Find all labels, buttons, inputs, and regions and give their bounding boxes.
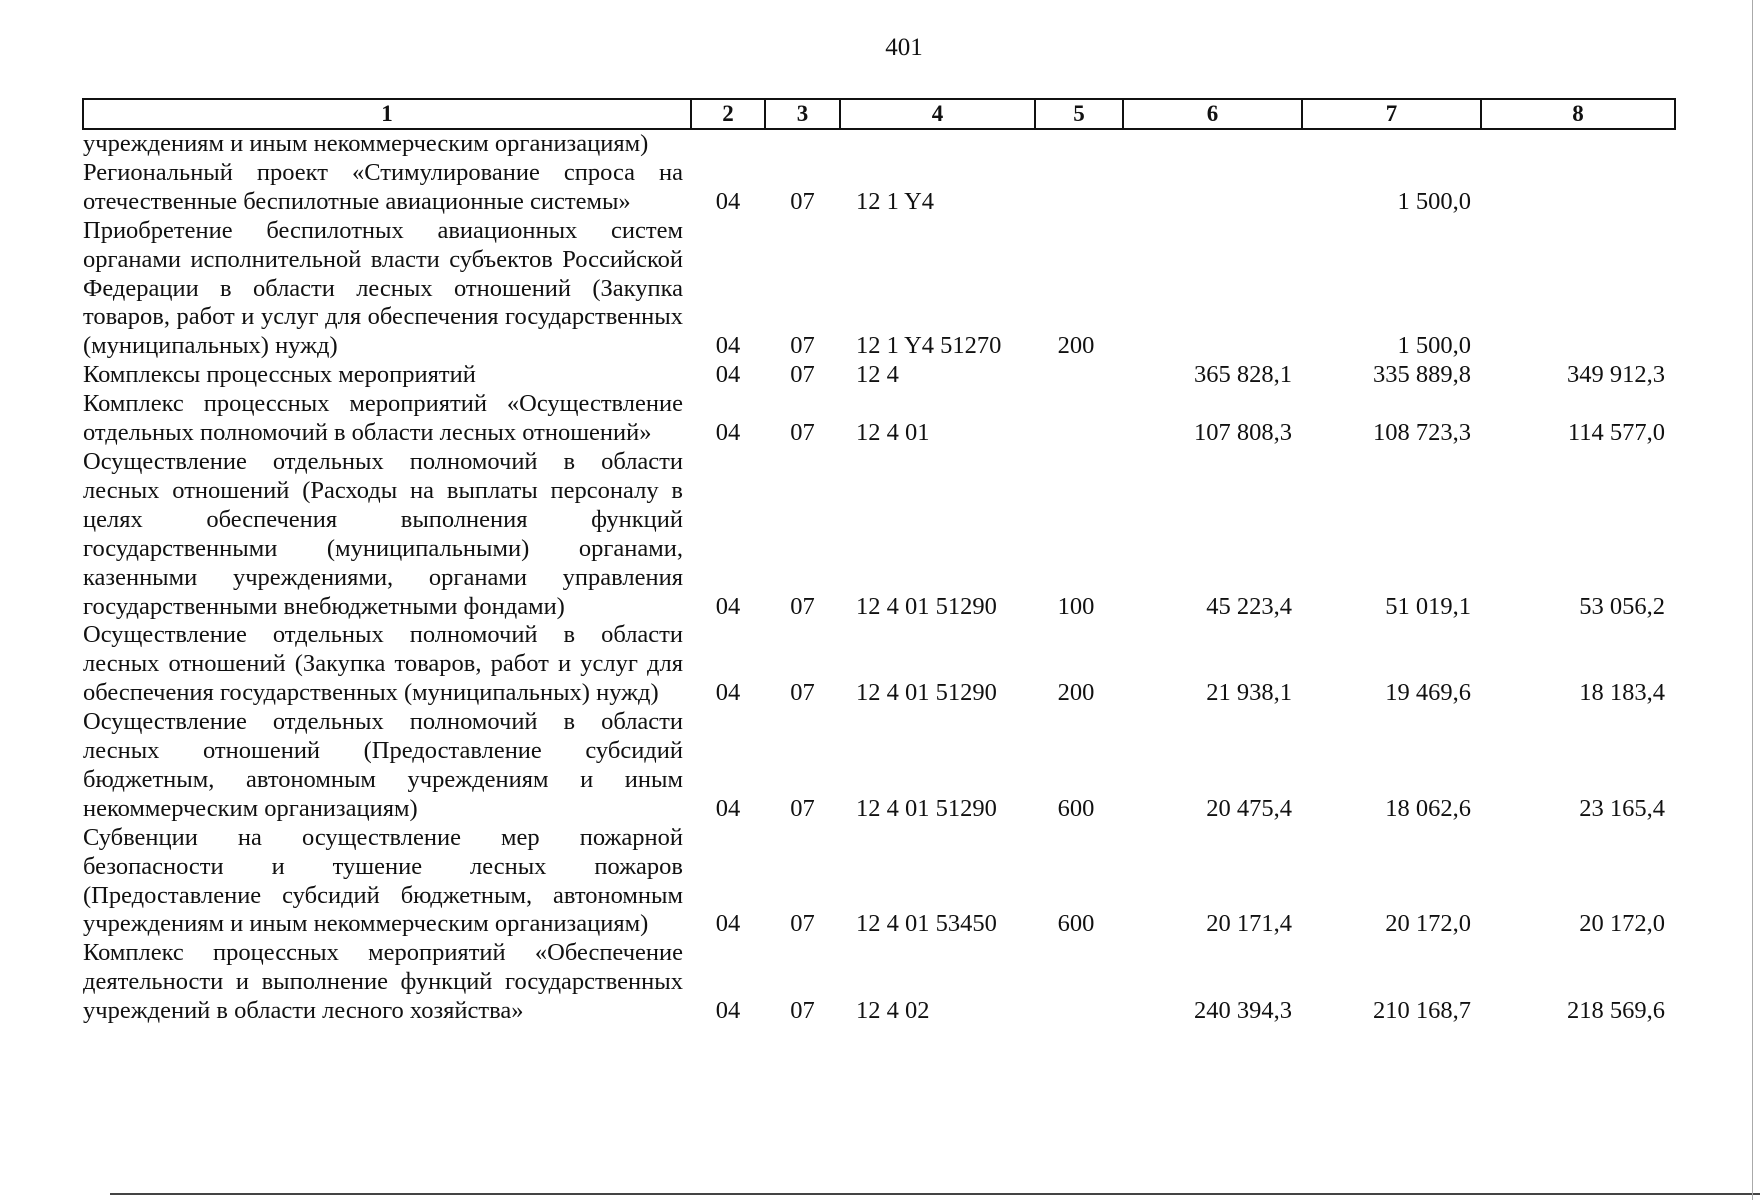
page-right-edge — [1752, 0, 1753, 1200]
table-row — [83, 159, 1675, 217]
row-value-col8 — [1481, 129, 1675, 159]
row-expense-type — [1035, 939, 1123, 1026]
table-body — [83, 129, 1675, 1026]
row-expense-type: 200 — [1057, 679, 1095, 707]
row-value-col8: 114 577,0 — [1567, 419, 1665, 447]
header-col-3: 3 — [765, 99, 840, 129]
row-value-col7: 108 723,3 — [1373, 419, 1471, 447]
row-expense-type: 600 — [1057, 910, 1095, 938]
row-value-col6 — [1123, 129, 1302, 159]
row-description: Приобретение беспилотных авиационных систем органами исполнительной власти субъектов Российской Федерации в области лесных отношений (Закупка товаров, работ и услуг для обеспечения государственных (муниципальных) нужд) — [83, 216, 683, 360]
table-row — [83, 129, 1675, 159]
row-target-code: 12 1 Y4 51270 — [856, 332, 1002, 360]
row-value-col8 — [1481, 159, 1675, 217]
header-col-8: 8 — [1481, 99, 1675, 129]
row-target-code: 12 4 01 51290 — [856, 679, 997, 707]
row-description: Комплекс процессных мероприятий «Осуществление отдельных полномочий в области лесных отношений» — [83, 390, 683, 447]
row-subsection: 07 — [790, 997, 815, 1025]
row-description: Субвенции на осуществление мер пожарной безопасности и тушение лесных пожаров (Предоставление субсидий бюджетным, автономным учреждениям и иным некоммерческим организациям) — [83, 823, 683, 938]
row-section: 04 — [715, 679, 741, 707]
row-description: Комплексы процессных мероприятий — [83, 361, 476, 389]
row-description: Осуществление отдельных полномочий в области лесных отношений (Расходы на выплаты персоналу в целях обеспечения выполнения функций государственными (муниципальными) органами, казенными учреждениями, органами управления государственными внебюджетными фондами) — [83, 447, 683, 620]
row-expense-type: 600 — [1057, 794, 1095, 822]
row-expense-type — [1035, 159, 1123, 217]
row-value-col8: 53 056,2 — [1579, 592, 1665, 620]
table-row — [83, 708, 1675, 824]
row-value-col6: 21 938,1 — [1206, 679, 1292, 707]
row-expense-type — [1035, 390, 1123, 448]
row-target-code: 12 4 01 51290 — [856, 592, 997, 620]
row-section: 04 — [715, 910, 741, 938]
row-target-code — [840, 129, 1035, 159]
row-expense-type — [1035, 361, 1123, 390]
row-subsection: 07 — [790, 419, 815, 447]
table-row — [83, 217, 1675, 362]
row-subsection: 07 — [790, 794, 815, 822]
row-value-col8: 20 172,0 — [1579, 910, 1665, 938]
row-subsection: 07 — [790, 910, 815, 938]
table-header — [83, 99, 1675, 129]
row-description: Осуществление отдельных полномочий в области лесных отношений (Предоставление субсидий бюджетным, автономным учреждениям и иным некоммерческим организациям) — [83, 708, 683, 822]
table-row — [83, 824, 1675, 940]
row-value-col7: 1 500,0 — [1397, 187, 1471, 215]
row-section: 04 — [715, 187, 741, 215]
header-col-7: 7 — [1302, 99, 1481, 129]
row-expense-type: 100 — [1057, 592, 1095, 620]
row-subsection: 07 — [790, 679, 815, 707]
row-value-col6: 45 223,4 — [1206, 592, 1292, 620]
row-description: Региональный проект «Стимулирование спроса на отечественные беспилотные авиационные системы» — [83, 158, 683, 215]
row-value-col8: 18 183,4 — [1579, 679, 1665, 707]
row-section: 04 — [715, 419, 741, 447]
row-subsection — [765, 129, 840, 159]
row-expense-type: 200 — [1057, 332, 1095, 360]
row-target-code: 12 4 01 — [856, 419, 930, 447]
row-value-col7: 51 019,1 — [1385, 592, 1471, 620]
row-value-col8 — [1481, 217, 1675, 362]
row-value-col8: 23 165,4 — [1579, 794, 1665, 822]
table-row — [83, 448, 1675, 621]
row-value-col6: 240 394,3 — [1194, 997, 1292, 1025]
row-value-col6: 365 828,1 — [1194, 361, 1292, 389]
row-description: учреждениям и иным некоммерческим организациям) — [83, 130, 649, 157]
row-target-code: 12 4 — [856, 361, 899, 389]
row-subsection: 07 — [790, 187, 815, 215]
row-target-code: 12 4 01 53450 — [856, 910, 997, 938]
header-col-2: 2 — [691, 99, 765, 129]
row-target-code: 12 4 01 51290 — [856, 794, 997, 822]
row-value-col7: 19 469,6 — [1385, 679, 1471, 707]
header-col-1: 1 — [83, 99, 691, 129]
row-section: 04 — [715, 592, 741, 620]
table-row — [83, 939, 1675, 1026]
row-value-col8: 218 569,6 — [1567, 997, 1665, 1025]
row-value-col6 — [1123, 159, 1302, 217]
page-bottom-rule — [110, 1193, 1760, 1195]
header-col-6: 6 — [1123, 99, 1302, 129]
table-row — [83, 361, 1675, 390]
row-section: 04 — [715, 997, 741, 1025]
table-row — [83, 621, 1675, 708]
row-section: 04 — [715, 794, 741, 822]
row-value-col6: 20 475,4 — [1206, 794, 1292, 822]
budget-table — [82, 98, 1676, 1026]
row-value-col7: 18 062,6 — [1385, 794, 1471, 822]
row-section: 04 — [715, 361, 741, 389]
row-value-col8: 349 912,3 — [1567, 361, 1665, 389]
header-col-4: 4 — [840, 99, 1035, 129]
page-number: 401 — [885, 34, 923, 61]
row-expense-type — [1035, 129, 1123, 159]
row-section: 04 — [715, 332, 741, 360]
row-description: Осуществление отдельных полномочий в области лесных отношений (Закупка товаров, работ и услуг для обеспечения государственных (муниципальных) нужд) — [83, 621, 683, 707]
row-value-col6: 20 171,4 — [1206, 910, 1292, 938]
row-target-code: 12 1 Y4 — [856, 187, 935, 215]
row-value-col7 — [1302, 129, 1481, 159]
row-value-col6 — [1123, 217, 1302, 362]
row-description: Комплекс процессных мероприятий «Обеспечение деятельности и выполнение функций государственных учреждений в области лесного хозяйства» — [83, 939, 683, 1025]
row-subsection: 07 — [790, 332, 815, 360]
row-value-col7: 210 168,7 — [1373, 997, 1471, 1025]
row-subsection: 07 — [790, 592, 815, 620]
table-row — [83, 390, 1675, 448]
row-target-code: 12 4 02 — [856, 997, 930, 1025]
row-value-col6: 107 808,3 — [1194, 419, 1292, 447]
row-value-col7: 335 889,8 — [1373, 361, 1471, 389]
row-value-col7: 1 500,0 — [1397, 332, 1471, 360]
row-value-col7: 20 172,0 — [1385, 910, 1471, 938]
row-subsection: 07 — [790, 361, 815, 389]
header-col-5: 5 — [1035, 99, 1123, 129]
row-section — [691, 129, 765, 159]
